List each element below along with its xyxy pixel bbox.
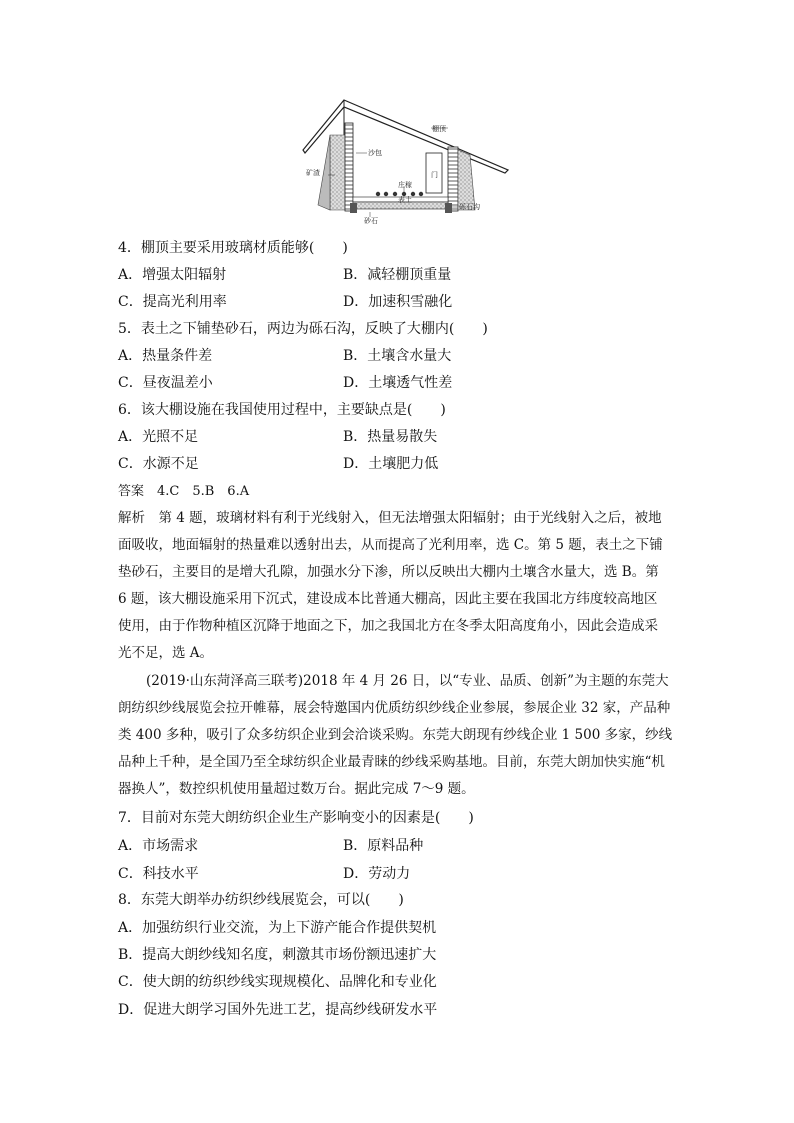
q8-option-c: C．使大朗的纺织纱线实现规模化、品牌化和专业化 bbox=[118, 974, 437, 990]
q4-option-d: D．加速积雪融化 bbox=[343, 294, 453, 310]
q5-option-b: B．土壤含水量大 bbox=[343, 348, 452, 364]
label-roof: 棚顶 bbox=[432, 125, 446, 133]
q7-stem: 7．目前对东莞大朗纺织企业生产影响变小的因素是( ) bbox=[118, 810, 474, 826]
analysis-line: 光不足，选 A。 bbox=[118, 645, 214, 661]
label-door: 门 bbox=[431, 171, 438, 179]
passage-block bbox=[118, 668, 678, 803]
answer-line: 答案 4.C 5.B 6.A bbox=[118, 484, 250, 499]
analysis-line: 面吸收，地面辐射的热量难以透射出去，从而提高了光利用率，选 C。第 5 题，表土之下铺 bbox=[118, 537, 663, 553]
analysis-line: 6 题，该大棚设施采用下沉式，建设成本比普通大棚高，因此主要在我国北方纬度较高地区 bbox=[118, 591, 658, 607]
label-gravel: 砂石 bbox=[364, 217, 378, 225]
passage-line: 朗纺织纱线展览会拉开帷幕，展会特邀国内优质纺织纱线企业参展，参展企业 32 家，产品种 bbox=[118, 700, 671, 716]
right-ditch bbox=[445, 203, 452, 213]
q5-option-d: D．土壤透气性差 bbox=[343, 375, 453, 391]
q6-option-b: B．热量易散失 bbox=[343, 429, 438, 445]
q7-option-c: C．科技水平 bbox=[118, 866, 199, 882]
q5-option-c: C．昼夜温差小 bbox=[118, 375, 213, 391]
q7-option-a: A．市场需求 bbox=[118, 838, 199, 854]
left-slag bbox=[330, 135, 345, 210]
q8-option-b: B．提高大朗纱线知名度，刺激其市场份额迅速扩大 bbox=[118, 947, 437, 963]
passage-line: (2019·山东菏泽高三联考)2018 年 4 月 26 日，以“专业、品质、创新”为主题的东莞大 bbox=[146, 673, 669, 689]
left-ditch bbox=[350, 203, 357, 213]
right-wall bbox=[448, 147, 458, 211]
analysis-block bbox=[118, 505, 678, 667]
q7-option-d: D．劳动力 bbox=[343, 866, 411, 882]
q8-stem: 8．东莞大朗举办纺织纱线展览会，可以( ) bbox=[118, 892, 404, 908]
q5-stem: 5．表土之下铺垫砂石，两边为砾石沟，反映了大棚内( ) bbox=[118, 321, 488, 337]
q8-option-a: A．加强纺织行业交流，为上下游产能合作提供契机 bbox=[118, 920, 437, 936]
greenhouse-cross-section bbox=[300, 95, 510, 230]
left-wall bbox=[345, 123, 353, 211]
q8-option-d: D．促进大朗学习国外先进工艺，提高纱线研发水平 bbox=[118, 1002, 438, 1018]
label-gravel-ditch: 砾石沟 bbox=[459, 203, 480, 211]
analysis-line: 解析 第 4 题，玻璃材料有利于光线射入，但无法增强太阳辐射；由于光线射入之后，被地 bbox=[118, 510, 662, 526]
greenhouse-diagram bbox=[300, 95, 510, 230]
q6-option-a: A．光照不足 bbox=[118, 429, 199, 445]
q6-option-c: C．水源不足 bbox=[118, 456, 199, 472]
q6-option-d: D．土壤肥力低 bbox=[343, 456, 439, 472]
analysis-line: 垫砂石，主要目的是增大孔隙，加强水分下渗，所以反映出大棚内土壤含水量大，选 B。第 bbox=[118, 564, 659, 580]
q6-stem: 6．该大棚设施在我国使用过程中，主要缺点是( ) bbox=[118, 402, 446, 418]
passage-line: 类 400 多种，吸引了众多纺织企业到会洽谈采购。东莞大朗现有纱线企业 1 500 多家，纱线 bbox=[118, 727, 673, 743]
q4-stem: 4．棚顶主要采用玻璃材质能够( ) bbox=[118, 240, 348, 256]
label-crops: 庄稼 bbox=[398, 181, 412, 189]
label-topsoil: 表土 bbox=[398, 196, 412, 204]
analysis-line: 使用，由于作物种植区沉降于地面之下，加之我国北方在冬季太阳高度角小，因此会造成采 bbox=[118, 618, 658, 634]
label-slag: 矿渣 bbox=[306, 169, 320, 177]
passage-line: 品种上千种，是全国乃至全球纺织企业最青睐的纱线采购基地。目前，东莞大朗加快实施“机 bbox=[118, 754, 665, 770]
q7-option-b: B．原料品种 bbox=[343, 838, 424, 854]
q4-option-a: A．增强太阳辐射 bbox=[118, 267, 227, 283]
q4-option-b: B．减轻棚顶重量 bbox=[343, 267, 452, 283]
label-sandbag: 沙包 bbox=[368, 149, 382, 157]
q4-option-c: C．提高光利用率 bbox=[118, 294, 227, 310]
passage-line: 器换人”，数控织机使用量超过数万台。据此完成 7～9 题。 bbox=[118, 781, 475, 797]
q5-option-a: A．热量条件差 bbox=[118, 348, 213, 364]
